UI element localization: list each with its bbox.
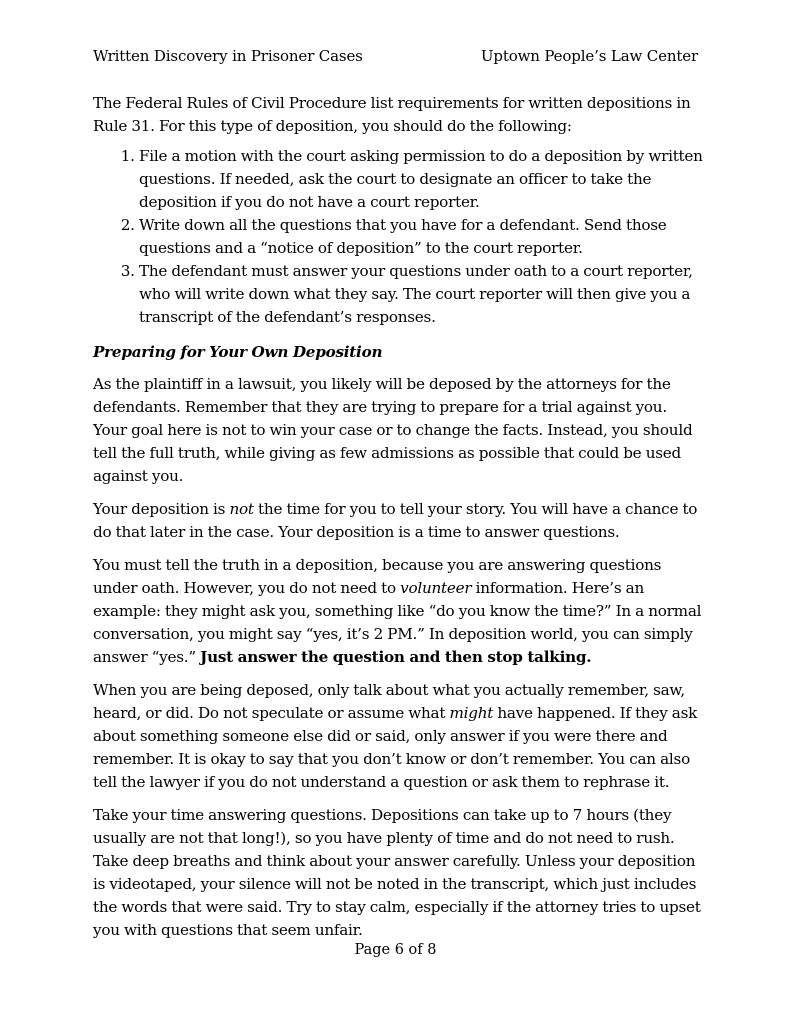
paragraph-being-deposed: [93, 679, 703, 794]
emphasis-text: not: [229, 500, 254, 518]
steps-list: [93, 145, 703, 329]
paragraph-tell-truth: [93, 554, 703, 669]
section-heading: Preparing for Your Own Deposition: [93, 343, 383, 361]
paragraph-plaintiff: As the plaintiff in a lawsuit, you likely will be deposed by the attorneys for the defendants. Remember that they are trying to prepare for a trial against you. Your goal here is not to win your case or to change the facts. Instead, you should tell the full truth, while giving as few admissions as possible that could be used against you.: [93, 375, 693, 485]
page-number: Page 6 of 8: [354, 942, 437, 958]
header-right-org: Uptown People’s Law Center: [480, 47, 698, 65]
text-run: Your deposition is: [93, 500, 230, 518]
bold-text: Just answer the question and then stop talking.: [200, 648, 592, 666]
list-item: 1. File a motion with the court asking permission to do a deposition by written questions. If needed, ask the court to designate an officer to take the deposition if you do not have a court reporter.: [139, 145, 703, 214]
text-run: have happened. If they ask about something someone else did or said, only answer if you were there and remember. It is okay to say that you don’t know or don’t remember. You can also tell the lawyer if you do not understand a question or ask them to rephrase it.: [93, 704, 698, 791]
text-run: information. Here’s an example: they might ask you, something like “do you know the time?” In a normal conversation, you might say “yes, it’s 2 PM.” In deposition world, you can simply answer “yes.”: [93, 579, 702, 666]
text-run: When you are being deposed, only talk about what you actually remember, saw, heard, or did. Do not speculate or assume what: [93, 681, 685, 722]
text-run: You must tell the truth in a deposition, because you are answering questions under oath. However, you do not need to: [93, 556, 662, 597]
intro-paragraph: The Federal Rules of Civil Procedure list requirements for written depositions in Rule 31. For this type of deposition, you should do the following:: [93, 94, 691, 135]
emphasis-text: volunteer: [400, 579, 472, 597]
list-item: 3. The defendant must answer your questions under oath to a court reporter, who will write down what they say. The court reporter will then give you a transcript of the defendant’s responses.: [139, 260, 703, 329]
text-run: the time for you to tell your story. You will have a chance to do that later in the case. Your deposition is a time to answer questions.: [93, 500, 698, 541]
emphasis-text: might: [449, 704, 494, 722]
paragraph-take-time: Take your time answering questions. Depositions can take up to 7 hours (they usually are not that long!), so you have plenty of time and do not need to rush. Take deep breaths and think about your answer carefully. Unless your deposition is videotaped, your silence will not be noted in the transcript, which just includes the words that were said. Try to stay calm, especially if the attorney tries to upset you with questions that seem unfair.: [93, 806, 701, 939]
page-body: [93, 92, 703, 952]
list-item: 2. Write down all the questions that you have for a defendant. Send those questions and a “notice of deposition” to the court reporter.: [139, 214, 703, 260]
page-header: [93, 46, 698, 66]
header-left-title: Written Discovery in Prisoner Cases: [93, 47, 363, 65]
paragraph-not-story: [93, 498, 703, 544]
